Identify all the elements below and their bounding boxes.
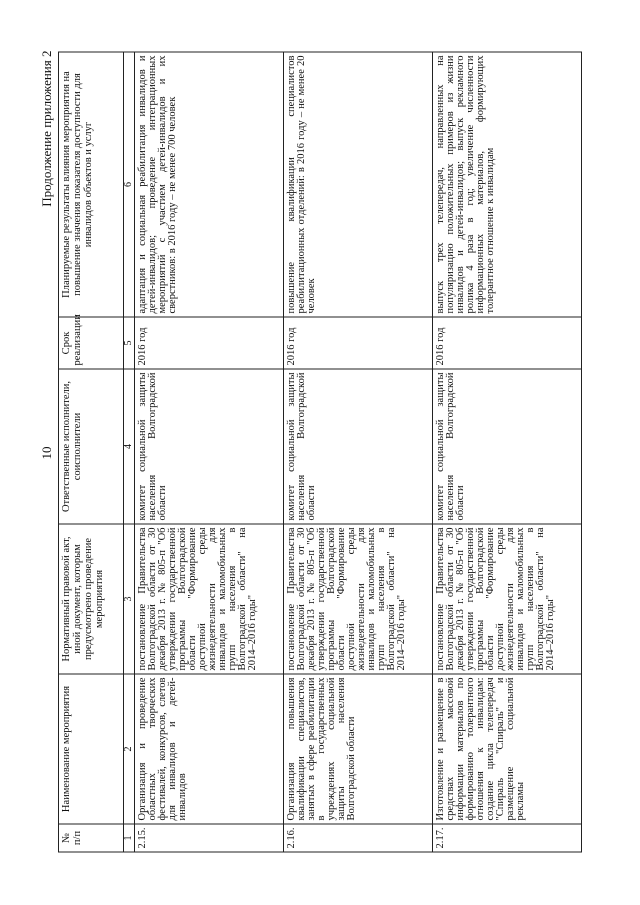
implementation-term: 2016 год — [433, 317, 582, 369]
header-cell-results: Планируемые результаты влияния мероприятия на повышение значения показателя доступности для инвалидов объектов и услуг — [59, 52, 124, 317]
legal-act: постановление Правительства Волгоградской области от 30 декабря 2013 г. № 805-п "Об утверждении государственной программы Волгоградской области "Формирование доступной среды жизнедеятельности для инвалидов и маломобильных групп населения в Волгоградской области" на 2014–2016 годы" — [284, 524, 433, 674]
header-cell-number: № п/п — [59, 824, 124, 852]
row-number: 2.15. — [135, 824, 284, 852]
table-row — [135, 52, 284, 852]
page-number: 10 — [39, 446, 54, 459]
planned-result: выпуск трех телепередач, направленных на популяризацию положительных примеров из жизни инвалидов и детей-инвалидов; выпуск рекламного ролика 4 раза в год; увеличение численности информационных материалов, формирующих толерантное отношение к инвалидам — [433, 52, 582, 317]
header-cell-executors: Ответственные исполнители, соисполнители — [59, 369, 124, 524]
measure-name: Организация повышения квалификации специалистов, занятых в сфере реабилитации в государственных учреждениях социальной защиты населения Волгоградской области — [284, 674, 433, 824]
planned-result: повышение квалификации специалистов реабилитационных отделений: в 2016 году – не менее 20 человек — [284, 52, 433, 317]
table-row — [284, 52, 433, 852]
legal-act: постановление Правительства Волгоградской области от 30 декабря 2013 г. № 805-п "Об утверждении государственной программы Волгоградской области "Формирование доступной среды жизнедеятельности для инвалидов и маломобильных групп населения в Волгоградской области" на 2014–2016 годы" — [433, 524, 582, 674]
measure-name: Организация и проведение областных творческих фестивалей, конкурсов, слетов для инвалидов и детей-инвалидов — [135, 674, 284, 824]
column-index: 2 — [124, 674, 135, 824]
executor: комитет социальной защиты населения Волгоградской области — [433, 369, 582, 524]
header-cell-term: Срок реализации — [59, 317, 124, 369]
legal-act: постановление Правительства Волгоградской области от 30 декабря 2013 г. № 805-п "Об утверждении государственной программы Волгоградской области "Формирование доступной среды жизнедеятельности для инвалидов и маломобильных групп населения в Волгоградской области" на 2014–2016 годы" — [135, 524, 284, 674]
column-index: 4 — [124, 369, 135, 524]
column-index: 3 — [124, 524, 135, 674]
column-index: 1 — [124, 824, 135, 852]
measure-name: Изготовление и размещение в средствах массовой информации материалов по формированию толерантного отношения к инвалидам: создание цикла телепередач "Спираль "Спираль" и размещение социальной рекламы — [433, 674, 582, 824]
header-cell-name: Наименование мероприятия — [59, 674, 124, 824]
implementation-term: 2016 год — [284, 317, 433, 369]
table-row — [433, 52, 582, 852]
column-index-row — [124, 52, 135, 852]
appendix-caption: Продолжение приложения 2 — [39, 50, 54, 207]
row-number: 2.16. — [284, 824, 433, 852]
column-index: 6 — [124, 52, 135, 317]
row-number: 2.17. — [433, 824, 582, 852]
measures-table — [58, 51, 582, 852]
executor: комитет социальной защиты населения Волгоградской области — [135, 369, 284, 524]
table-header-row — [59, 52, 124, 852]
header-cell-legal-act: Нормативный правовой акт, иной документ, которым предусмотрено проведение мероприятия — [59, 524, 124, 674]
implementation-term: 2016 год — [135, 317, 284, 369]
column-index: 5 — [124, 317, 135, 369]
executor: комитет социальной защиты населения Волгоградской области — [284, 369, 433, 524]
planned-result: адаптация и социальная реабилитация инвалидов и детей-инвалидов; проведение интеграционных мероприятий с участием детей-инвалидов и их сверстников: в 2016 году – не менее 700 человек — [135, 52, 284, 317]
